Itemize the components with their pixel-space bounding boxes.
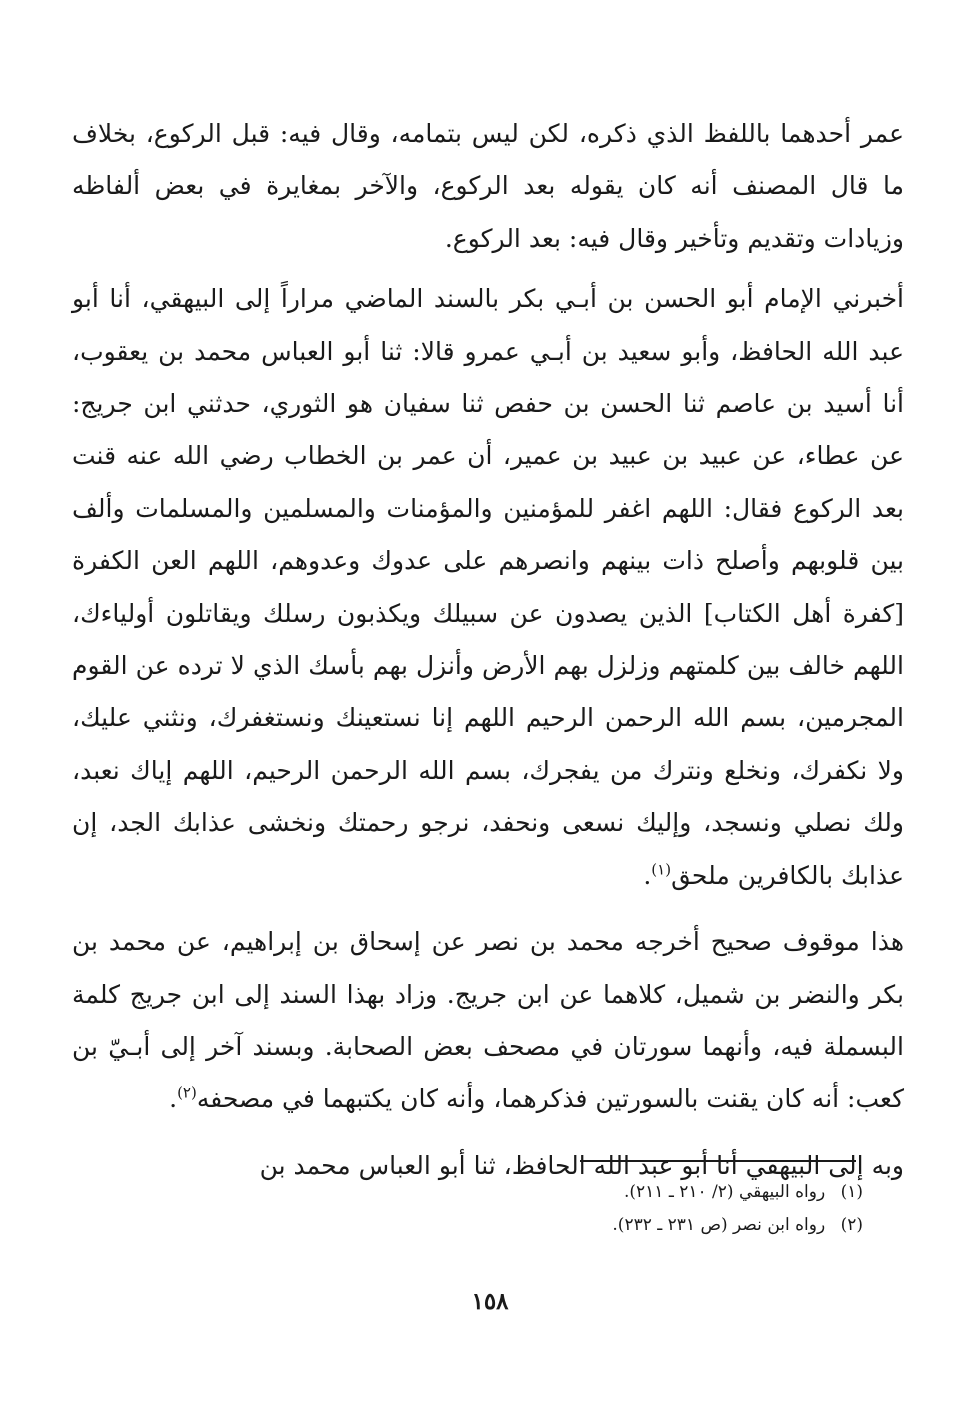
footnote-1-number: (١) [840,1182,863,1202]
paragraph-3 [72,916,904,1126]
footnote-divider [580,1160,856,1162]
footnote-2-number: (٢) [840,1215,863,1235]
paragraph-1-text: عمر أحدهما باللفظ الذي ذكره، لكن ليس بتمامه، وقال فيه: قبل الركوع، بخلاف ما قال المصنف أنه كان يقوله بعد الركوع، والآخر بمغايرة في بعض ألفاظه وزيادات وتقديم وتأخير وقال فيه: بعد الركوع. [72,119,904,253]
footnote-2 [480,1209,863,1242]
footnotes [480,1176,863,1242]
page-body [72,108,904,1192]
paragraph-3-text: هذا موقوف صحيح أخرجه محمد بن نصر عن إسحاق بن إبراهيم، عن محمد بن بكر والنضر بن شميل، كلاهما عن ابن جريج. وزاد بهذا السند إلى ابن جريج كلمة البسملة فيه، وأنهما سورتان في مصحف بعض الصحابة. وبسند آخر إلى أبـيّ بن كعب: أنه كان يقنت بالسورتين فذكرهما، وأنه كان يكتبهما في مصحفه [72,927,904,1114]
paragraph-2-end: . [643,860,652,890]
footnote-1 [480,1176,863,1209]
page-number: ١٥٨ [471,1288,509,1315]
footnote-ref-2[interactable]: (٢) [177,1083,197,1102]
footnote-2-text: رواه ابن نصر (ص ٢٣١ ـ ٢٣٢). [612,1215,826,1235]
footnote-ref-1[interactable]: (١) [651,860,672,879]
paragraph-4-text: وبه إلى البيهقي أنا أبو عبد الله الحافظ، ثنا أبو العباس محمد بن [259,1150,904,1180]
paragraph-1 [72,108,904,265]
paragraph-2-text: أخبرني الإمام أبو الحسن بن أبـي بكر بالسند الماضي مراراً إلى البيهقي، أنا أبو عبد الله الحافظ، وأبو سعيد بن أبـي عمرو قالا: ثنا أبو العباس محمد بن يعقوب، أنا أسيد بن عاصم ثنا الحسن بن حفص ثنا سفيان هو الثوري، حدثني ابن جريج: عن عطاء، عن عبيد بن عبيد بن عمير، أن عمر بن الخطاب رضي الله عنه قنت بعد الركوع فقال: اللهم اغفر للمؤمنين والمؤمنات والمسلمين والمسلمات وألف بين قلوبهم وأصلح ذات بينهم وانصرهم على عدوك وعدوهم، اللهم العن الكفرة [كفرة أهل الكتاب] الذين يصدون عن سبيلك ويكذبون رسلك ويقاتلون أولياءك، اللهم خالف بين كلمتهم وزلزل بهم الأرض وأنزل بهم بأسك الذي لا ترده عن القوم المجرمين، بسم الله الرحمن الرحيم اللهم إنا نستعينك ونستغفرك، ونثني عليك، ولا نكفرك، ونخلع ونترك من يفجرك، بسم الله الرحمن الرحيم، اللهم إياك نعبد، ولك نصلي ونسجد، وإليك نسعى ونحفد، نرجو رحمتك ونخشى عذابك الجد، إن عذابك بالكافرين ملحق [72,284,904,890]
paragraph-2 [72,273,904,902]
paragraph-3-end: . [169,1084,178,1114]
footnote-1-text: رواه البيهقي (٢/ ٢١٠ ـ ٢١١). [623,1182,826,1202]
